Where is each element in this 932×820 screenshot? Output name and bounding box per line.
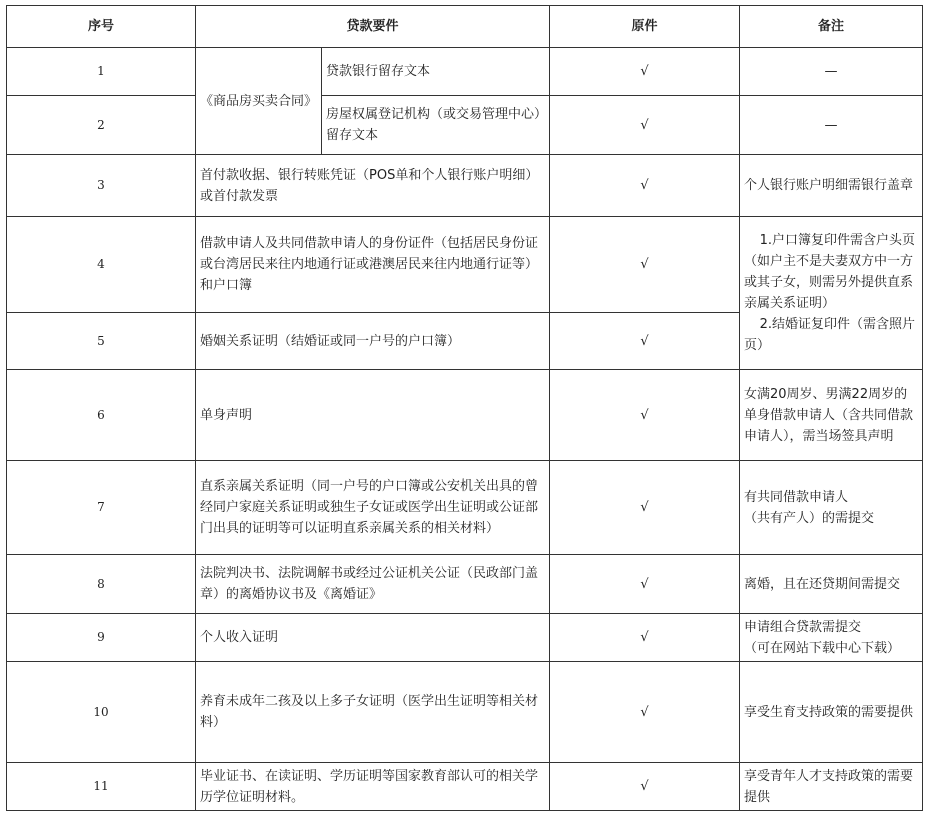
row-seq: 7 xyxy=(7,461,196,555)
loan-materials-table xyxy=(6,5,923,811)
header-row xyxy=(7,6,923,48)
check-icon: √ xyxy=(550,155,740,217)
header-remarks: 备注 xyxy=(740,6,923,48)
table-row xyxy=(7,96,923,155)
check-icon: √ xyxy=(550,96,740,155)
table-row xyxy=(7,614,923,662)
check-icon: √ xyxy=(550,48,740,96)
row-seq: 4 xyxy=(7,217,196,313)
header-materials: 贷款要件 xyxy=(196,6,550,48)
remark-line: 有共同借款申请人 xyxy=(744,489,849,505)
row-seq: 1 xyxy=(7,48,196,96)
check-icon: √ xyxy=(550,555,740,614)
header-original: 原件 xyxy=(550,6,740,48)
table-row xyxy=(7,217,923,313)
remark-line: 2.结婚证复印件（需含照片页） xyxy=(744,317,916,353)
row-seq: 10 xyxy=(7,662,196,763)
check-icon: √ xyxy=(550,313,740,370)
material-item: 单身声明 xyxy=(196,370,550,461)
table-row xyxy=(7,555,923,614)
material-item: 房屋权属登记机构（或交易管理中心）留存文本 xyxy=(322,96,550,155)
remark xyxy=(740,614,923,662)
check-icon: √ xyxy=(550,370,740,461)
contract-group-label: 《商品房买卖合同》 xyxy=(196,48,322,155)
material-item: 贷款银行留存文本 xyxy=(322,48,550,96)
remark: 个人银行账户明细需银行盖章 xyxy=(740,155,923,217)
remark: 享受生育支持政策的需要提供 xyxy=(740,662,923,763)
remark: 女满20周岁、男满22周岁的单身借款申请人（含共同借款申请人），需当场签具声明 xyxy=(740,370,923,461)
table-row xyxy=(7,370,923,461)
check-icon: √ xyxy=(550,217,740,313)
remark-line: （共有产人）的需提交 xyxy=(744,510,875,526)
remark xyxy=(740,461,923,555)
table-row xyxy=(7,763,923,811)
material-item: 婚姻关系证明（结婚证或同一户号的户口簿） xyxy=(196,313,550,370)
remark-line: 申请组合贷款需提交 xyxy=(744,619,862,635)
table-row xyxy=(7,662,923,763)
remark: 离婚，且在还贷期间需提交 xyxy=(740,555,923,614)
remark: — xyxy=(740,96,923,155)
remark-line: （可在网站下载中心下载） xyxy=(744,640,901,656)
table-row xyxy=(7,155,923,217)
row-seq: 6 xyxy=(7,370,196,461)
remark-line: 1.户口簿复印件需含户头页（如户主不是夫妻双方中一方或其子女，则需另外提供直系亲属关系证明） xyxy=(744,233,916,311)
check-icon: √ xyxy=(550,461,740,555)
table-row xyxy=(7,48,923,96)
material-item: 直系亲属关系证明（同一户号的户口簿或公安机关出具的曾经同户家庭关系证明或独生子女证或医学出生证明或公证部门出具的证明等可以证明直系亲属关系的相关材料） xyxy=(196,461,550,555)
material-item: 首付款收据、银行转账凭证（POS单和个人银行账户明细）或首付款发票 xyxy=(196,155,550,217)
row-seq: 11 xyxy=(7,763,196,811)
table-row xyxy=(7,461,923,555)
check-icon: √ xyxy=(550,614,740,662)
material-item: 毕业证书、在读证明、学历证明等国家教育部认可的相关学历学位证明材料。 xyxy=(196,763,550,811)
check-icon: √ xyxy=(550,763,740,811)
row-seq: 2 xyxy=(7,96,196,155)
row-seq: 8 xyxy=(7,555,196,614)
material-item: 借款申请人及共同借款申请人的身份证件（包括居民身份证或台湾居民来往内地通行证或港澳居民来往内地通行证等）和户口簿 xyxy=(196,217,550,313)
remark: — xyxy=(740,48,923,96)
row-seq: 3 xyxy=(7,155,196,217)
material-item: 法院判决书、法院调解书或经过公证机关公证（民政部门盖章）的离婚协议书及《离婚证》 xyxy=(196,555,550,614)
material-item: 养育未成年二孩及以上多子女证明（医学出生证明等相关材料） xyxy=(196,662,550,763)
remark: 享受青年人才支持政策的需要提供 xyxy=(740,763,923,811)
row-seq: 9 xyxy=(7,614,196,662)
material-item: 个人收入证明 xyxy=(196,614,550,662)
row-seq: 5 xyxy=(7,313,196,370)
remark xyxy=(740,217,923,370)
header-seq: 序号 xyxy=(7,6,196,48)
check-icon: √ xyxy=(550,662,740,763)
